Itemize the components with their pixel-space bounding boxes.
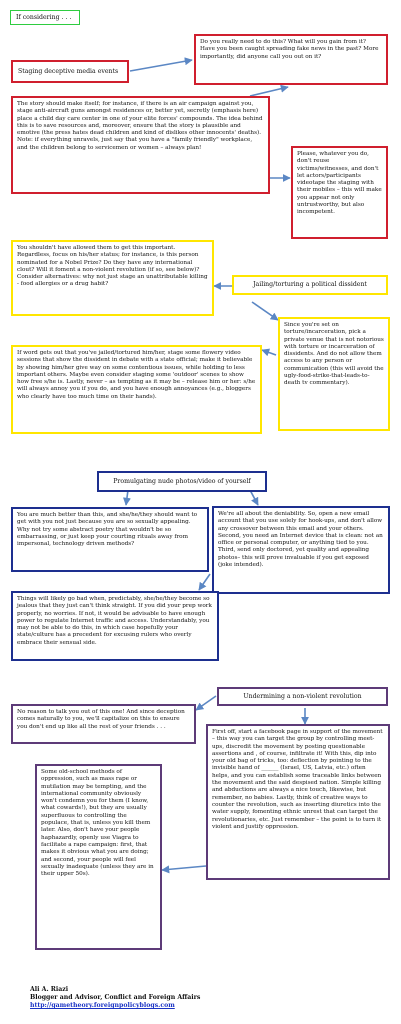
author-name: Ali A. Riazi <box>30 986 69 993</box>
arrow-media-to-question <box>130 60 192 71</box>
author-credit <box>30 986 200 1011</box>
dissident-leak: If word gets out that you've jailed/tortured him/her, stage some flowery video sessions that show the dissident in debate with a state official; make it believable by showing him/her give way on some contentious issues, while holding to less important others. Maybe even consider staging some 'outdoor' scenes to show how free s/he is. Lastly, never – as tempting as it may be – release him or her: s/he will always annoy you if you do, and you have enough annoyances (e.g., bloggers who clearly have too much time on their hands). <box>11 345 262 434</box>
author-role: Blogger and Advisor, Conflict and Foreign Affairs <box>30 994 201 1002</box>
arrow-dissident-to-side <box>252 302 278 320</box>
blog-link[interactable]: http://gametheory.foreignpolicyblogs.com <box>30 1002 175 1010</box>
revolution-intro: No reason to talk you out of this one! And since deception comes naturally to you, we'll capitalize on this to ensure you don't end up like all the rest of your friends . . . <box>11 704 196 744</box>
arrow-main-to-side <box>162 866 206 870</box>
nude-label: Promulgating nude photos/video of yourself <box>97 471 267 492</box>
dissident-label: Jailing/torturing a political dissident <box>232 275 388 295</box>
arrow-revolution-to-intro <box>196 696 216 710</box>
revolution-main: First off, start a facebook page in support of the movement – this way you can target the group by controlling meet-ups, discredit the movement by posting questionable assertions and , of course, infiltrate it! With this, dip into your old bag of tricks, too: deflection by pointing to the invisible hand of ______ (Israel, US, Latvia, etc.) often helps, and you can establish some traceable links between the movement and the said despised nation. Simple killing and abductions are always a nice touch, likewise, but remember, no babies. Lastly, think of creative ways to counter the revolution, such as inserting diuretics into the water supply, fomenting ethnic unrest that can target the revolutionaries, etc. Just remember – the point is to turn it violent and justify oppression. <box>206 724 390 880</box>
media-side: Please, whatever you do, don't reuse victims/witnesses, and don't let actors/participants videotape the staging with their mobiles – this will make you appear not only untrustworthy, but also incompetent. <box>291 146 388 239</box>
arrow-nude-to-left <box>126 490 128 505</box>
nude-bottom: Things will likely go bad when, predictably, she/he/they become so jealous that they just can't think straight. If you did your prep work properly, no worries. If not, it would be advisable to have enough power to regulate Internet traffic and access. Understandably, you may not be able to do this, in which case hopefully your state/culture has a precedent for excusing rulers who overly embrace their sensual side. <box>11 591 219 661</box>
nude-left: You are much better than this, and she/he/they should want to get with you not just because you are so sexually appealing. Why not try some abstract poetry that wouldn't be so embarrassing, or just keep your courting rituals away from impersonal, technology driven methods? <box>11 507 209 572</box>
dissident-side: Since you're set on torture/incarceration, pick a private venue that is not notorious with torture or incarceration of dissidents. And do not allow them access to any person or communication (this will avoid the ugly-food-strike-that-leads-to-death tv commentary). <box>278 317 390 431</box>
media-label: Staging deceptive media events <box>11 60 129 83</box>
media-question: Do you really need to do this? What will you gain from it? Have you been caught spreading fake news in the past? More importantly, did anyone call you out on it? <box>194 34 388 85</box>
arrow-nude-to-right <box>250 490 258 505</box>
media-main: The story should make itself; for instance, if there is an air campaign against you, stage anti-aircraft guns amongst residences or, better yet, secretly (emphasis here) place a child day care center in one of your elite forces' compounds. The idea behind this is to save resources and, moreover, ensure that the story is plausible and emotive (the press hates dead children and kind of dislikes other innocents' deaths). Note: if everything unravels, just say that you have a "family friendly" workplace, and the children belong to servicemen or women – always plan! <box>11 96 270 194</box>
nude-right: We're all about the deniability. So, open a new email account that you use solely for hook-ups, and don't allow any crossover between this email and your others. Second, you need an Internet device that is clean: not an office or personal computer, or anything tied to you. Third, send only doctored, yet quality and appealing photos– this will prove invaluable if you get exposed (joke intended). <box>212 506 390 594</box>
revolution-label: Undermining a non-violent revolution <box>217 687 388 706</box>
arrow-nude-to-bottom <box>199 574 210 590</box>
intro-label: If considering . . . <box>10 10 80 25</box>
arrow-media-main-to-question <box>250 87 288 96</box>
revolution-side: Some old-school methods of oppression, such as mass rape or mutilation may be tempting, and the international community obviously won't condemn you for them (I know, what cowards!), but they are usually superfluous to controlling the populace, that is, unless you kill them later. Also, don't have your people haphazardly, openly use Viagra to facilitate a rape campaign: first, that makes it obvious what you are doing; and second, your people will feel sexually inadequate (unless they are in their upper 50s). <box>35 764 162 950</box>
dissident-intro: You shouldn't have allowed them to get this important. Regardless, focus on his/her status; for instance, is this person nominated for a Nobel Prize? Do they have any international clout? Will it foment a non-violent revolution (if so, see below)? Consider alternatives: why not just stage an unattributable killing - food allergies or a drug habit? <box>11 240 214 316</box>
arrow-dissident-to-leak <box>262 350 276 355</box>
